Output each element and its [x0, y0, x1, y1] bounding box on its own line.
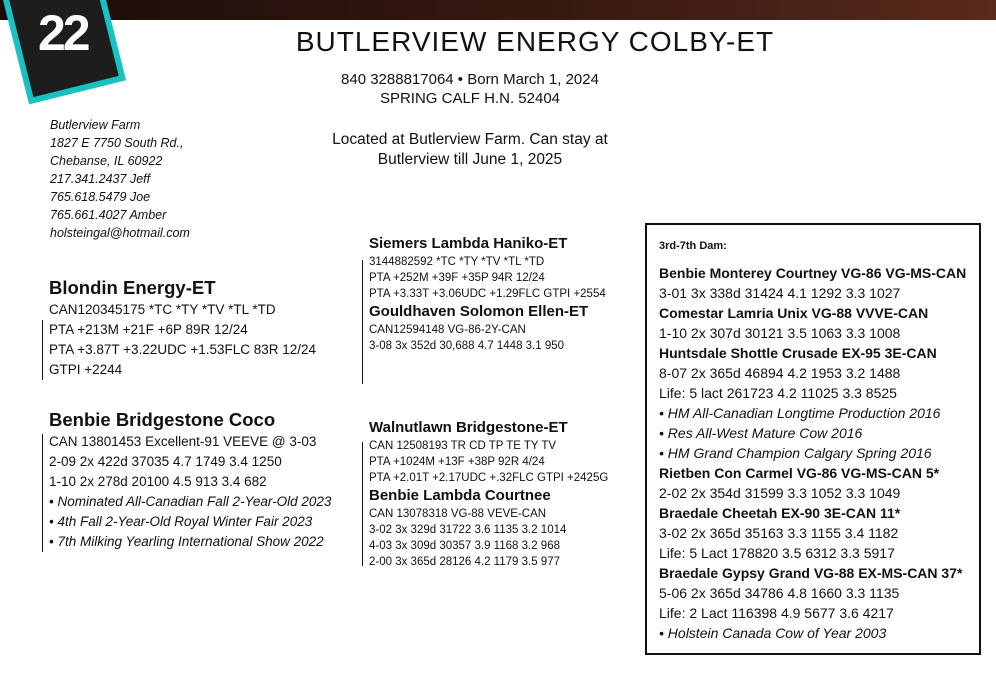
top-banner	[0, 0, 996, 20]
dam-dam-name: Benbie Lambda Courtnee	[369, 487, 551, 504]
consignor-info	[50, 116, 190, 242]
consignor-email: holsteingal@hotmail.com	[50, 226, 190, 240]
dam-line: CAN 13801453 Excellent-91 VEEVE @ 3-03	[49, 434, 317, 449]
dam-row: 1-10 2x 307d 30121 3.5 1063 3.3 1008	[659, 325, 901, 341]
sire-sire-line: 3144882592 *TC *TY *TV *TL *TD	[369, 256, 545, 268]
pedigree-connector	[362, 260, 363, 384]
consignor-name: Butlerview Farm	[50, 118, 141, 132]
consignor-phone-jeff: 217.341.2437 Jeff	[50, 172, 151, 186]
extended-dam-content	[659, 239, 966, 643]
registration-line: 840 3288817064 • Born March 1, 2024	[341, 71, 599, 88]
pedigree-connector	[42, 320, 43, 380]
dam-row: 3-02 2x 365d 35163 3.3 1155 3.4 1182	[659, 525, 899, 541]
dam-pedigree	[369, 418, 608, 570]
location-line-2: Butlerview till June 1, 2025	[377, 151, 563, 168]
dam-row: 5-06 2x 365d 34786 4.8 1660 3.3 1135	[659, 585, 900, 601]
dam-dam-line: 3-02 3x 329d 31722 3.6 1135 3.2 1014	[369, 524, 567, 536]
dam-row: • Holstein Canada Cow of Year 2003	[659, 625, 887, 641]
dam-name: Benbie Bridgestone Coco	[49, 409, 276, 430]
dam-dam-line: CAN 13078318 VG-88 VEVE-CAN	[369, 508, 547, 520]
dam-row: Huntsdale Shottle Crusade EX-95 3E-CAN	[659, 345, 937, 361]
sire-dam-line: CAN12594148 VG-86-2Y-CAN	[369, 324, 526, 336]
location-note	[280, 130, 660, 170]
dam-sire-line: PTA +2.01T +2.17UDC +.32FLC GTPI +2425G	[369, 472, 609, 484]
sire-sire-line: PTA +252M +39F +35P 94R 12/24	[369, 272, 545, 284]
dam-row: Life: 5 Lact 178820 3.5 6312 3.3 5917	[659, 545, 895, 561]
dam-dam-line: 2-00 3x 365d 28126 4.2 1179 3.5 977	[369, 556, 560, 568]
consignor-phone-joe: 765.618.5479 Joe	[50, 190, 151, 204]
dam-row: • HM All-Canadian Longtime Production 2016	[659, 405, 941, 421]
sire-line: PTA +213M +21F +6P 89R 12/24	[49, 322, 248, 337]
dam-row: 2-02 2x 354d 31599 3.3 1052 3.3 1049	[659, 485, 901, 501]
dam-row: 8-07 2x 365d 46894 4.2 1953 3.2 1488	[659, 365, 901, 381]
sire-name: Blondin Energy-ET	[49, 277, 216, 298]
pedigree-connector	[42, 434, 43, 552]
dam-line: 2-09 2x 422d 37035 4.7 1749 3.4 1250	[49, 454, 282, 469]
dam-row: • Res All-West Mature Cow 2016	[659, 425, 863, 441]
sire-sire-line: PTA +3.33T +3.06UDC +1.29FLC GTPI +2554	[369, 288, 606, 300]
dam-row: Life: 2 Lact 116398 4.9 5677 3.6 4217	[659, 605, 894, 621]
registration-info	[280, 70, 660, 108]
consignor-address-1: 1827 E 7750 South Rd.,	[50, 136, 184, 150]
sire-line: PTA +3.87T +3.22UDC +1.53FLC 83R 12/24	[49, 342, 317, 357]
lot-number: 22	[37, 5, 88, 62]
dam-block	[49, 408, 331, 552]
consignor-address-2: Chebanse, IL 60922	[50, 154, 163, 168]
dam-dam-line: 4-03 3x 309d 30357 3.9 1168 3.2 968	[369, 540, 560, 552]
sire-line: CAN120345175 *TC *TY *TV *TL *TD	[49, 302, 276, 317]
sire-sire-name: Siemers Lambda Haniko-ET	[369, 235, 568, 252]
sire-dam-line: 3-08 3x 352d 30,688 4.7 1448 3.1 950	[369, 340, 565, 352]
dam-row: 3-01 3x 338d 31424 4.1 1292 3.3 1027	[659, 285, 901, 301]
animal-title: BUTLERVIEW ENERGY COLBY-ET	[295, 26, 775, 57]
dam-row: Rietben Con Carmel VG-86 VG-MS-CAN 5*	[659, 465, 940, 481]
dam-honor: • 4th Fall 2-Year-Old Royal Winter Fair 2023	[49, 514, 313, 529]
dam-sire-line: CAN 12508193 TR CD TP TE TY TV	[369, 440, 557, 452]
dam-row: Comestar Lamria Unix VG-88 VVVE-CAN	[659, 305, 929, 321]
extended-dam-header: 3rd-7th Dam:	[659, 240, 727, 252]
dam-row: • HM Grand Champion Calgary Spring 2016	[659, 445, 932, 461]
dam-row: Life: 5 lact 261723 4.2 11025 3.3 8525	[659, 385, 897, 401]
sire-block	[49, 276, 316, 380]
location-line-1: Located at Butlerview Farm. Can stay at	[332, 131, 608, 148]
sire-pedigree	[369, 234, 606, 354]
dam-row: Braedale Gypsy Grand VG-88 EX-MS-CAN 37*	[659, 565, 963, 581]
dam-honor: • Nominated All-Canadian Fall 2-Year-Old 2023	[49, 494, 332, 509]
dam-row: Braedale Cheetah EX-90 3E-CAN 11*	[659, 505, 901, 521]
pedigree-connector	[362, 442, 363, 566]
extended-dam-box	[645, 223, 981, 655]
dam-row: Benbie Monterey Courtney VG-86 VG-MS-CAN	[659, 265, 967, 281]
sire-dam-name: Gouldhaven Solomon Ellen-ET	[369, 303, 589, 320]
consignor-phone-amber: 765.661.4027 Amber	[50, 208, 167, 222]
dam-sire-name: Walnutlawn Bridgestone-ET	[369, 419, 568, 436]
lot-number-badge	[2, 0, 126, 104]
dam-sire-line: PTA +1024M +13F +38P 92R 4/24	[369, 456, 545, 468]
class-line: SPRING CALF H.N. 52404	[379, 90, 561, 107]
sire-line: GTPI +2244	[49, 362, 123, 377]
dam-line: 1-10 2x 278d 20100 4.5 913 3.4 682	[49, 474, 267, 489]
dam-honor: • 7th Milking Yearling International Show 2022	[49, 534, 324, 549]
